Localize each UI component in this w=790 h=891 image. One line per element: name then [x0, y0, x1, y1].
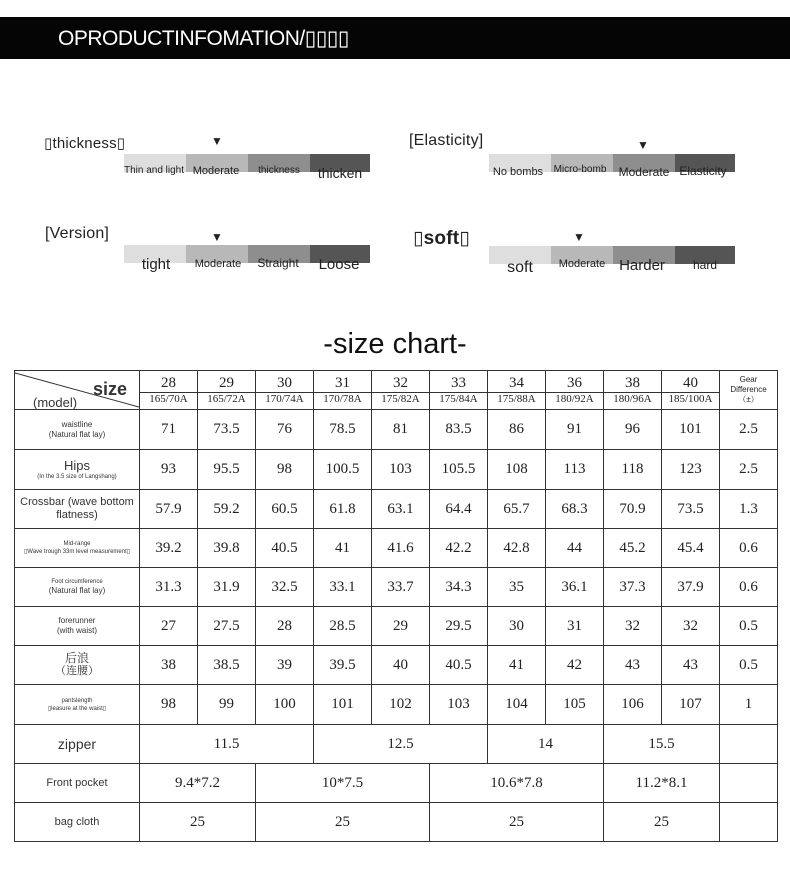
table-row: [15, 529, 778, 568]
scale-option: Straight: [257, 256, 299, 270]
row-label: Hips: [63, 457, 90, 473]
size-number: 31: [335, 374, 350, 391]
measurement-cell: 28: [256, 607, 314, 646]
measurement-cell: 38: [140, 646, 198, 685]
measurement-cell: 105.5: [430, 450, 488, 490]
measurement-cell: 42.8: [488, 529, 546, 568]
merged-measurement-cell: 9.4*7.2: [140, 764, 256, 803]
gear-difference-cell: [720, 803, 778, 842]
size-code: 185/100A: [662, 392, 719, 406]
scale-option: Moderate: [194, 258, 242, 270]
measurement-cell: 73.5: [662, 490, 720, 529]
row-label: forerunner: [58, 616, 96, 625]
gear-header-text: Difference: [730, 385, 767, 394]
merged-measurement-cell: 12.5: [314, 725, 488, 764]
size-chart-table: [14, 370, 778, 842]
gear-difference-cell: 0.6: [720, 568, 778, 607]
measurement-cell: 41.6: [372, 529, 430, 568]
scale-option: Moderate: [618, 165, 670, 179]
measurement-cell: 32: [662, 607, 720, 646]
measurement-cell: 91: [546, 410, 604, 450]
measurement-cell: 71: [140, 410, 198, 450]
row-sublabel: (Natural flat lay): [48, 586, 106, 595]
gear-header-text: Gear: [739, 375, 758, 384]
measurement-cell: 28.5: [314, 607, 372, 646]
measurement-cell: 93: [140, 450, 198, 490]
scale-label: ▯soft▯: [413, 228, 470, 249]
measurement-cell: 39.2: [140, 529, 198, 568]
gear-difference-cell: 0.5: [720, 646, 778, 685]
measurement-cell: 78.5: [314, 410, 372, 450]
measurement-cell: 43: [604, 646, 662, 685]
row-sublabel: (Natural flat lay): [48, 429, 106, 439]
selection-marker-icon: ▼: [211, 230, 223, 244]
merged-measurement-cell: 10.6*7.8: [430, 764, 604, 803]
table-row: [15, 490, 778, 529]
merged-measurement-cell: 10*7.5: [256, 764, 430, 803]
measurement-cell: 31: [546, 607, 604, 646]
size-code: 170/74A: [256, 392, 313, 406]
measurement-cell: 113: [546, 450, 604, 490]
size-code: 165/72A: [198, 392, 255, 406]
scale-option: thickness: [258, 165, 300, 176]
measurement-cell: 86: [488, 410, 546, 450]
measurement-cell: 100.5: [314, 450, 372, 490]
size-code: 170/78A: [314, 392, 371, 406]
merged-measurement-cell: 11.5: [140, 725, 314, 764]
scale-option: hard: [692, 258, 718, 272]
size-column-header: [198, 371, 256, 410]
row-label: 后浪: [64, 651, 89, 665]
measurement-cell: 41: [314, 529, 372, 568]
gear-difference-cell: 0.5: [720, 607, 778, 646]
measurement-cell: 33.1: [314, 568, 372, 607]
measurement-cell: 123: [662, 450, 720, 490]
scale-label: ▯thickness▯: [44, 135, 126, 152]
row-sublabel: ▯leasure at the waist▯: [47, 705, 107, 712]
scale-label: [Version]: [45, 225, 110, 242]
table-row: [15, 568, 778, 607]
scale-thickness: [44, 134, 363, 194]
measurement-cell: 118: [604, 450, 662, 490]
scale-option: Loose: [318, 256, 360, 273]
scale-option: Harder: [619, 257, 665, 274]
measurement-cell: 103: [372, 450, 430, 490]
measurement-cell: 96: [604, 410, 662, 450]
gear-difference-cell: [720, 725, 778, 764]
scale-soft: [413, 227, 718, 287]
size-column-header: [140, 371, 198, 410]
scale-option: Thin and light: [123, 165, 185, 176]
merged-table-row: [15, 764, 778, 803]
measurement-cell: 104: [488, 685, 546, 725]
measurement-cell: 68.3: [546, 490, 604, 529]
measurement-cell: 31.9: [198, 568, 256, 607]
measurement-cell: 38.5: [198, 646, 256, 685]
size-number: 28: [161, 374, 176, 391]
measurement-cell: 40.5: [256, 529, 314, 568]
measurement-cell: 100: [256, 685, 314, 725]
gear-difference-cell: 1: [720, 685, 778, 725]
scale-option: thicken: [317, 165, 363, 181]
row-label: zipper: [57, 735, 97, 752]
scale-option: Micro-bomb: [553, 164, 607, 175]
size-number: 29: [219, 374, 234, 391]
table-row: [15, 450, 778, 490]
row-label-cell: [15, 410, 140, 450]
header-banner: [0, 17, 790, 59]
measurement-cell: 70.9: [604, 490, 662, 529]
merged-measurement-cell: 11.2*8.1: [604, 764, 720, 803]
size-number: 34: [509, 374, 524, 391]
row-label-cell: [15, 646, 140, 685]
measurement-cell: 59.2: [198, 490, 256, 529]
size-code: 175/82A: [372, 392, 429, 406]
merged-measurement-cell: 25: [140, 803, 256, 842]
row-sublabel: (In the 3.5 size of Langshang): [37, 473, 117, 480]
size-chart-title: -size chart-: [323, 328, 467, 360]
measurement-cell: 37.9: [662, 568, 720, 607]
corner-model-label: (model): [33, 395, 78, 410]
measurement-cell: 76: [256, 410, 314, 450]
measurement-cell: 39: [256, 646, 314, 685]
row-label-cell: [15, 725, 140, 764]
row-label: Mid-range: [63, 541, 91, 547]
row-label: bag cloth: [54, 815, 100, 828]
selection-marker-icon: ▼: [637, 138, 649, 152]
selection-marker-icon: ▼: [211, 134, 223, 148]
scale-option: Moderate: [558, 258, 606, 270]
measurement-cell: 81: [372, 410, 430, 450]
size-number: 32: [393, 374, 408, 391]
row-label-cell: [15, 764, 140, 803]
measurement-cell: 39.8: [198, 529, 256, 568]
merged-measurement-cell: 25: [604, 803, 720, 842]
measurement-cell: 31.3: [140, 568, 198, 607]
measurement-cell: 61.8: [314, 490, 372, 529]
measurement-cell: 57.9: [140, 490, 198, 529]
row-label-cell: [15, 803, 140, 842]
row-label: pantslength: [61, 697, 93, 704]
size-number: 38: [625, 374, 640, 391]
corner-size-label: size: [92, 379, 127, 399]
measurement-cell: 105: [546, 685, 604, 725]
measurement-cell: 64.4: [430, 490, 488, 529]
measurement-cell: 98: [256, 450, 314, 490]
merged-measurement-cell: 25: [256, 803, 430, 842]
size-code: 180/92A: [546, 392, 603, 406]
measurement-cell: 60.5: [256, 490, 314, 529]
measurement-cell: 45.4: [662, 529, 720, 568]
measurement-cell: 102: [372, 685, 430, 725]
size-number: 36: [567, 374, 582, 391]
row-label: waistline: [61, 419, 93, 429]
row-label: Front pocket: [46, 776, 108, 789]
merged-measurement-cell: 25: [430, 803, 604, 842]
measurement-cell: 42: [546, 646, 604, 685]
measurement-cell: 27: [140, 607, 198, 646]
size-column-header: [256, 371, 314, 410]
scale-option: Moderate: [192, 165, 240, 177]
size-column-header: [662, 371, 720, 410]
scale-label: [Elasticity]: [409, 132, 484, 149]
measurement-cell: 30: [488, 607, 546, 646]
measurement-cell: 32.5: [256, 568, 314, 607]
corner-cell: [15, 371, 140, 410]
merged-table-row: [15, 725, 778, 764]
gear-difference-cell: 0.6: [720, 529, 778, 568]
measurement-cell: 37.3: [604, 568, 662, 607]
size-column-header: [314, 371, 372, 410]
measurement-cell: 107: [662, 685, 720, 725]
scale-option: No bombs: [492, 166, 544, 178]
row-sublabel: （连腰）: [55, 665, 99, 677]
merged-measurement-cell: 14: [488, 725, 604, 764]
size-header-row: [15, 371, 778, 410]
measurement-cell: 35: [488, 568, 546, 607]
row-label-cell: [15, 490, 140, 529]
measurement-cell: 39.5: [314, 646, 372, 685]
size-code: 180/96A: [604, 392, 661, 406]
gear-header-text: （±）: [738, 395, 759, 404]
measurement-cell: 41: [488, 646, 546, 685]
row-label-cell: [15, 529, 140, 568]
gear-difference-cell: 1.3: [720, 490, 778, 529]
table-row: [15, 646, 778, 685]
measurement-cell: 101: [662, 410, 720, 450]
scale-option: soft: [507, 259, 533, 276]
scale-elasticity: [409, 132, 727, 192]
size-number: 40: [683, 374, 698, 391]
size-column-header: [546, 371, 604, 410]
row-label: Foot circumference: [51, 579, 103, 585]
size-number: 33: [451, 374, 466, 391]
measurement-cell: 95.5: [198, 450, 256, 490]
size-code: 175/88A: [488, 392, 545, 406]
gear-difference-cell: 2.5: [720, 450, 778, 490]
selection-marker-icon: ▼: [573, 230, 585, 244]
row-label-cell: [15, 607, 140, 646]
measurement-cell: 63.1: [372, 490, 430, 529]
gear-difference-cell: [720, 764, 778, 803]
measurement-cell: 101: [314, 685, 372, 725]
measurement-cell: 27.5: [198, 607, 256, 646]
row-label-cell: [15, 450, 140, 490]
measurement-cell: 98: [140, 685, 198, 725]
measurement-cell: 40.5: [430, 646, 488, 685]
header-title: OPRODUCTINFOMATION/▯▯▯▯: [58, 27, 349, 50]
table-row: [15, 410, 778, 450]
merged-measurement-cell: 15.5: [604, 725, 720, 764]
size-column-header: [430, 371, 488, 410]
measurement-cell: 73.5: [198, 410, 256, 450]
measurement-cell: 99: [198, 685, 256, 725]
size-number: 30: [277, 374, 292, 391]
measurement-cell: 36.1: [546, 568, 604, 607]
measurement-cell: 108: [488, 450, 546, 490]
measurement-cell: 83.5: [430, 410, 488, 450]
table-row: [15, 685, 778, 725]
measurement-cell: 103: [430, 685, 488, 725]
gear-difference-cell: 2.5: [720, 410, 778, 450]
measurement-cell: 29.5: [430, 607, 488, 646]
size-column-header: [488, 371, 546, 410]
size-code: 175/84A: [430, 392, 487, 406]
row-sublabel: (with waist): [56, 626, 97, 635]
scale-version: [45, 225, 360, 285]
row-label: Crossbar (wave bottom flatness): [20, 496, 134, 521]
row-label-cell: [15, 568, 140, 607]
table-row: [15, 607, 778, 646]
measurement-cell: 65.7: [488, 490, 546, 529]
row-sublabel: ▯Wave trough 33m level measurement▯: [23, 549, 131, 555]
gear-difference-header: [720, 371, 778, 410]
size-code: 165/70A: [140, 392, 197, 406]
scale-option: Elasticity: [679, 164, 727, 178]
row-label-cell: [15, 685, 140, 725]
measurement-cell: 32: [604, 607, 662, 646]
measurement-cell: 29: [372, 607, 430, 646]
size-column-header: [604, 371, 662, 410]
merged-table-row: [15, 803, 778, 842]
measurement-cell: 45.2: [604, 529, 662, 568]
size-column-header: [372, 371, 430, 410]
scale-option: tight: [141, 256, 171, 273]
measurement-cell: 33.7: [372, 568, 430, 607]
measurement-cell: 42.2: [430, 529, 488, 568]
measurement-cell: 106: [604, 685, 662, 725]
measurement-cell: 44: [546, 529, 604, 568]
measurement-cell: 34.3: [430, 568, 488, 607]
measurement-cell: 40: [372, 646, 430, 685]
measurement-cell: 43: [662, 646, 720, 685]
